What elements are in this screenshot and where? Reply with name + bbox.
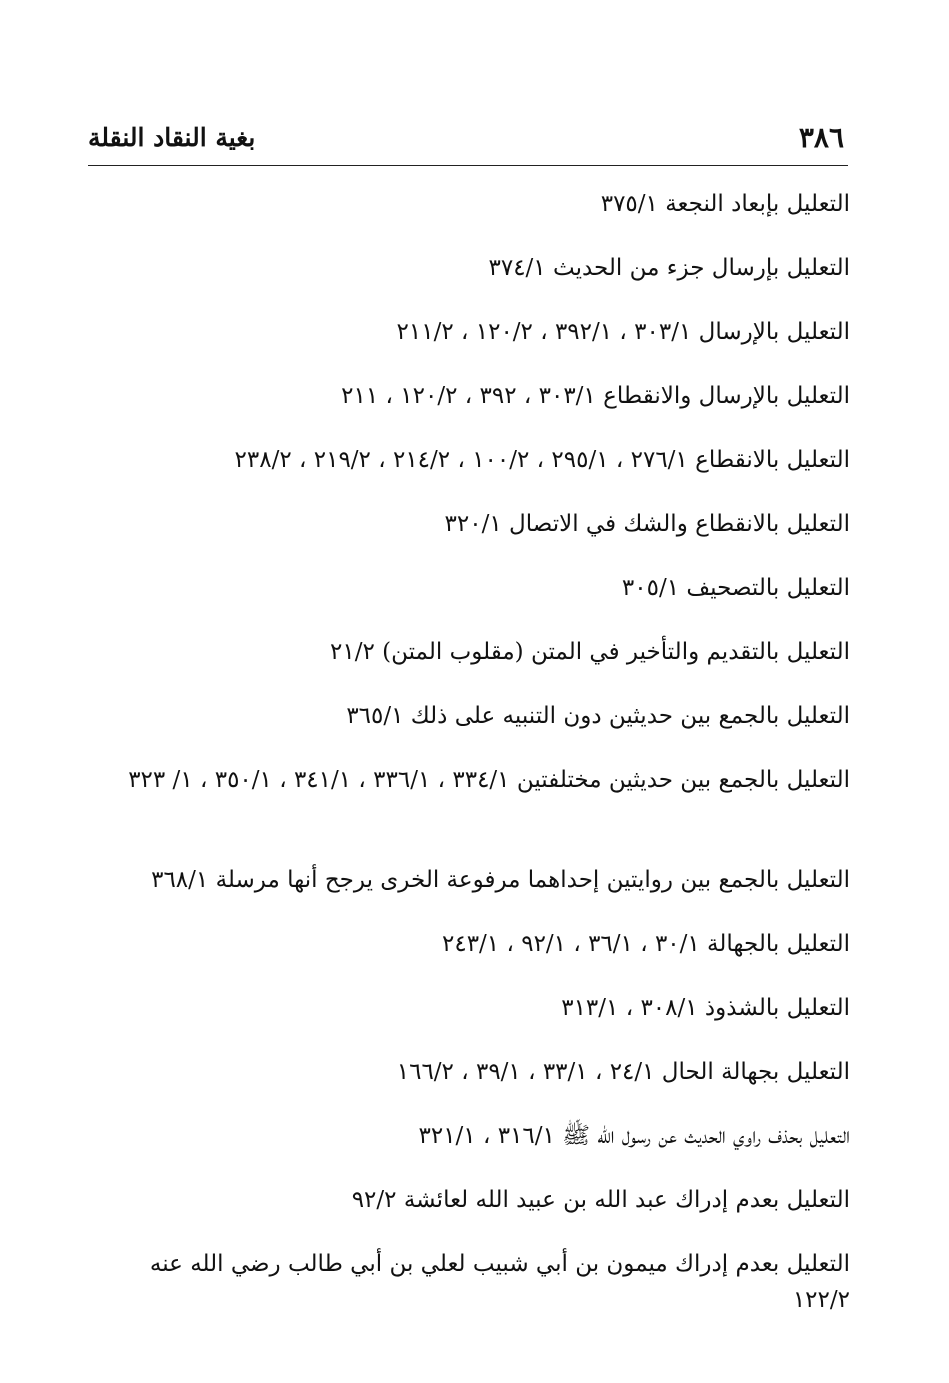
index-entry: التعليل بإبعاد النجعة ٣٧٥/١ (600, 191, 850, 217)
index-entry: التعليل بالإرسال والانقطاع ٣٠٣/١ ، ٣٩٢ ، ١٢٠/٢ ، ٢١١ (341, 383, 850, 409)
running-title: بغية النقاد النقلة (88, 123, 256, 152)
page-number: ٣٨٦ (798, 121, 844, 154)
index-entry: التعليل بالتصحيف ٣٠٥/١ (621, 575, 850, 601)
index-entry: التعليل بالانقطاع ٢٧٦/١ ، ٢٩٥/١ ، ١٠٠/٢ ، ٢١٤/٢ ، ٢١٩/٢ ، ٢٣٨/٢ (234, 447, 850, 473)
index-entry: التعليل بالشذوذ ٣٠٨/١ ، ٣١٣/١ (561, 995, 850, 1021)
index-entry: التعليل بعدم إدراك ميمون بن أبي شبيب لعلي بن أبي طالب رضي الله عنه ١٢٢/٢ (149, 1251, 850, 1313)
index-entry: التعليل بحذف راوي الحديث عن رسول الله ﷺ ٣١٦/١ ، ٣٢١/١ (418, 1123, 850, 1149)
header-divider (88, 165, 848, 166)
index-entry: التعليل بالتقديم والتأخير في المتن (مقلوب المتن) ٢١/٢ (330, 639, 850, 665)
index-entry: التعليل بالإرسال ٣٠٣/١ ، ٣٩٢/١ ، ١٢٠/٢ ، ٢١١/٢ (396, 319, 850, 345)
index-list (88, 186, 850, 1318)
index-entry: التعليل بجهالة الحال ٢٤/١ ، ٣٣/١ ، ٣٩/١ ، ١٦٦/٢ (396, 1059, 850, 1085)
index-entry: التعليل بالجمع بين حديثين دون التنبيه على ذلك ٣٦٥/١ (346, 703, 850, 729)
index-entry: التعليل بإرسال جزء من الحديث ٣٧٤/١ (488, 255, 850, 281)
index-entry: التعليل بالجهالة ٣٠/١ ، ٣٦/١ ، ٩٢/١ ، ٢٤٣/١ (442, 931, 850, 957)
index-entry: التعليل بالجمع بين حديثين مختلفتين ٣٣٤/١ ، ٣٣٦/١ ، ٣٤١/١ ، ٣٥٠/١ ، ١/ ٣٢٣ (128, 767, 850, 793)
index-entry: التعليل بالانقطاع والشك في الاتصال ٣٢٠/١ (444, 511, 850, 537)
index-entry: التعليل بالجمع بين روايتين إحداهما مرفوعة الخرى يرجح أنها مرسلة ٣٦٨/١ (151, 867, 850, 893)
index-entry: التعليل بعدم إدراك عبد الله بن عبيد الله لعائشة ٩٢/٢ (351, 1187, 850, 1213)
page-header (88, 112, 848, 164)
